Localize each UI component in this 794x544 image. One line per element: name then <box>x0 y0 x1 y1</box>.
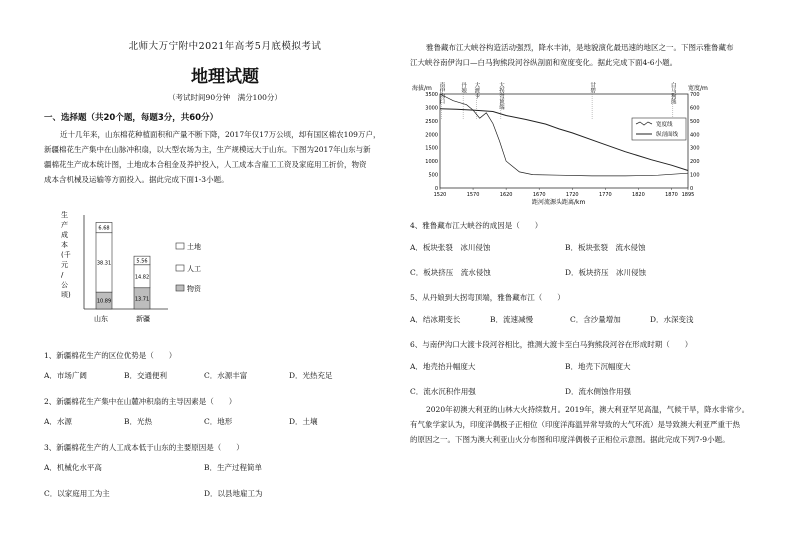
legend-label: 纵剖面线 <box>656 132 679 138</box>
x-tick-label: 1820 <box>632 192 645 198</box>
y-tick-label-left: 2500 <box>425 118 438 125</box>
option-row <box>410 314 770 339</box>
option[interactable]: B．交通便利 <box>124 371 168 380</box>
option[interactable]: B．光热 <box>124 417 153 426</box>
option[interactable]: D．流水侧蚀作用强 <box>565 387 632 396</box>
option-row <box>44 370 389 396</box>
legend-label: 宽度线 <box>656 122 673 128</box>
y-tick-label-left: 3000 <box>425 105 438 112</box>
x-tick-label: 1870 <box>665 192 678 198</box>
question-stem: 3、新疆棉花生产的人工成本低于山东的主要原因是（ ） <box>44 443 244 452</box>
legend-label: 土地 <box>187 243 201 251</box>
cost-bar-chart <box>58 205 228 335</box>
y-tick-label-left: 1000 <box>425 159 438 166</box>
y-tick-label-left: 3500 <box>425 92 438 98</box>
question-stem: 4、雅鲁藏布江大峡谷的成因是（ ） <box>410 221 543 230</box>
bottom-paragraph <box>410 402 770 447</box>
bar-value-label: 14.82 <box>134 274 150 281</box>
option-row <box>410 361 770 386</box>
legend-swatch-material <box>176 285 184 291</box>
plot-frame <box>440 94 688 188</box>
y-tick-label-right: 300 <box>690 145 700 152</box>
option[interactable]: C．地形 <box>204 417 233 426</box>
y-tick-label-left: 500 <box>428 172 438 179</box>
y-tick-label-left: 1500 <box>425 145 438 152</box>
place-label: 甘碧 <box>589 82 596 93</box>
option[interactable]: D．土壤 <box>289 417 318 426</box>
y-axis-left-label: 海拔/m <box>412 85 432 92</box>
option-row <box>44 488 389 508</box>
option[interactable]: A．板块张裂 冰川侵蚀 <box>410 243 491 252</box>
option[interactable]: A．机械化水平高 <box>44 463 102 472</box>
y-tick-label-right: 600 <box>690 105 700 112</box>
option-row <box>44 416 389 442</box>
question-stem: 2、新疆棉花生产集中在山麓冲积扇的主导因素是（ ） <box>44 397 237 406</box>
chart-ylabel: 生产成本(千元/公顷) <box>61 211 71 299</box>
intro-line: 江大峡谷南伊沟口—白马狗熊段河谷纵剖面和宽度变化。据此完成下面4-6小题。 <box>410 58 678 67</box>
question-stem: 1、新疆棉花生产的区位优势是（ ） <box>44 351 177 360</box>
y-tick-label-left: 2000 <box>425 132 438 139</box>
section-heading: 一、选择题（共20个题，每题3分，共60分） <box>44 113 219 123</box>
x-tick-label: 1620 <box>499 192 513 198</box>
bar-category-label: 山东 <box>94 315 108 323</box>
intro-line: 疆棉花生产成本统计图，土地成本合租金及养护投入，人工成本含雇工工资及家庭用工折价，物资 <box>44 160 367 169</box>
y-tick-label-right: 0 <box>690 186 694 192</box>
option[interactable]: A．水源 <box>44 417 72 426</box>
place-label: 丹娘 <box>460 82 467 93</box>
river-profile-chart <box>412 80 722 208</box>
option[interactable]: A．市场广阔 <box>44 371 87 380</box>
x-tick-label: 1670 <box>532 192 546 198</box>
legend-label: 物资 <box>187 285 201 293</box>
y-tick-label-left: 0 <box>434 186 438 192</box>
option[interactable]: C．水源丰富 <box>204 371 248 380</box>
intro-line: 近十几年来，山东棉花种植面积和产量不断下降，2017年仅17万公顷，却有国区棉农109万户， <box>60 130 381 139</box>
exam-header-title: 北师大万宁附中2021年高考5月底模拟考试 <box>128 41 322 52</box>
option[interactable]: D．以县地雇工为 <box>204 489 263 498</box>
exam-time-note: （考试时间90分钟 满分100分） <box>168 93 282 102</box>
x-tick-label: 1570 <box>466 192 480 198</box>
place-label: 大渡卡 <box>473 82 480 99</box>
intro-paragraph <box>44 127 389 187</box>
bar-value-label: 5.56 <box>136 258 148 265</box>
option[interactable]: B．地壳下沉幅度大 <box>565 362 631 371</box>
y-tick-label-right: 400 <box>690 132 700 139</box>
para-line: 的原因之一。下图为澳大利亚山火分布图和印度洋偶极子正相位示意图。据此完成下列7-9小题。 <box>410 435 730 444</box>
left-question-list <box>44 350 389 508</box>
x-axis-label: 距河流源头距离/km <box>532 199 586 206</box>
x-tick-label: 1720 <box>565 192 579 198</box>
para-line: 有气象学家认为，印度洋偶极子正相位（印度洋海温异常导致的大气环流）是导致澳大利亚严重干热 <box>410 420 740 429</box>
intro-line: 成本含机械及运输等方面投入。据此完成下面1-3小题。 <box>44 175 229 184</box>
intro-line: 新疆棉花生产集中在山脉冲积扇，以大型农场为主，生产规模远大于山东。下图为2017年山东与新 <box>44 145 371 154</box>
intro-line: 雅鲁藏布江大峡谷构造活动强烈，降水丰沛，是地貌演化最迅速的地区之一。下图示雅鲁藏布 <box>426 43 734 52</box>
bar-value-label: 6.68 <box>98 225 110 232</box>
option-row <box>410 242 770 267</box>
y-axis-right-label: 宽度/m <box>688 85 708 92</box>
option[interactable]: A．地壳抬升幅度大 <box>410 362 476 371</box>
legend-swatch-land <box>176 243 184 249</box>
legend-swatch-labor <box>176 265 184 271</box>
question-stem: 6、与南伊沟口大渡卡段河谷相比，推测大渡卡至白马狗熊段河谷在形成时期（ ） <box>410 340 693 349</box>
option[interactable]: C．流水沉积作用强 <box>410 387 476 396</box>
option[interactable]: A．结冰期变长 <box>410 315 461 324</box>
option[interactable]: C．板块挤压 流水侵蚀 <box>410 268 491 277</box>
option-row <box>44 462 389 488</box>
legend-label: 人工 <box>187 265 201 273</box>
y-tick-label-right: 700 <box>690 92 700 98</box>
option[interactable]: C．含沙量增加 <box>570 315 621 324</box>
bar-value-label: 13.71 <box>134 296 150 303</box>
option[interactable]: B．板块张裂 流水侵蚀 <box>565 243 646 252</box>
x-tick-label: 1520 <box>433 192 447 198</box>
y-tick-label-right: 100 <box>690 172 700 179</box>
place-label: 白马狗熊 <box>669 82 676 104</box>
page-title: 地理试题 <box>191 67 259 87</box>
x-tick-label: 1770 <box>598 192 612 198</box>
question-stem: 5、从丹娘到大拐弯顶端，雅鲁藏布江（ ） <box>410 293 565 302</box>
right-question-list <box>410 220 770 411</box>
option[interactable]: D．光热充足 <box>289 371 333 380</box>
option[interactable]: B．流速减慢 <box>490 315 534 324</box>
option-row <box>410 267 770 292</box>
bar-category-label: 新疆 <box>136 315 150 323</box>
y-tick-label-right: 200 <box>690 159 700 166</box>
option[interactable]: D．水深变浅 <box>650 315 694 324</box>
place-label: 南伊沟口 <box>438 82 445 104</box>
place-label: 大拐弯顶端 <box>497 82 504 110</box>
bar-value-label: 10.89 <box>96 298 112 305</box>
option[interactable]: D．板块挤压 冰川侵蚀 <box>565 268 647 277</box>
bar-value-label: 38.31 <box>96 260 112 267</box>
option[interactable]: B．生产过程简单 <box>204 463 263 472</box>
y-tick-label-right: 500 <box>690 118 700 125</box>
option[interactable]: C．以家庭用工为主 <box>44 489 110 498</box>
para-line: 2020年初澳大利亚的山林大火持续数月。2019年，澳大利亚罕见高温，气候干旱，降水非常少。 <box>426 405 750 414</box>
x-tick-label: 1895 <box>681 192 695 198</box>
right-intro <box>410 40 760 70</box>
